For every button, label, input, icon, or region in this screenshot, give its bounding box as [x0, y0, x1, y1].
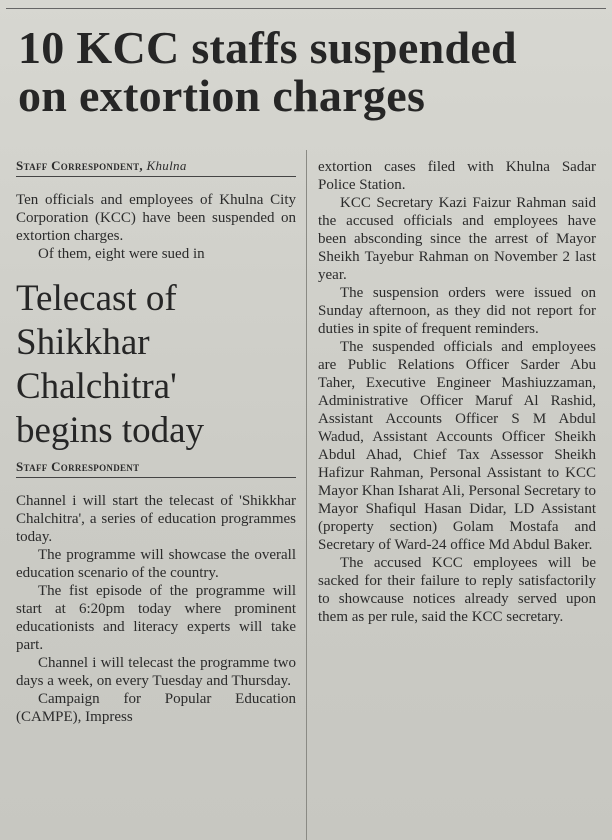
story1-byline-place: Khulna [146, 158, 187, 173]
story2-paragraph: Campaign for Popular Education (CAMPE), Impress [16, 691, 296, 725]
story2-byline: Staff Correspondent [16, 459, 296, 478]
story1-paragraph: The suspended officials and employees are Public Relations Officer Sarder Abu Taher, Executive Engineer Mashiuzzaman, Administrative Officer Maruf Al Rashid, Assistant Accounts Officer S M Abdul Wadud, Assistant Accounts Officer Sheikh Abdul Ahad, Chief Tax Assessor Sheikh Hafizur Rahman, Personal Assistant to KCC Mayor Khan Isharat Ali, Personal Secretary to Mayor Shafiqul Hasan Didar, LD Assistant (property section) Golam Mostafa and Secretary of Ward-24 office Md Abdul Baker. [318, 339, 596, 553]
story2-paragraph: The programme will showcase the overall education scenario of the country. [16, 547, 296, 581]
right-column [318, 158, 596, 626]
story2-headline-line: begins today [16, 410, 205, 451]
story2-headline-line: Chalchitra' [16, 366, 177, 407]
left-column [16, 158, 296, 726]
story1-byline-label: Staff Correspondent, [16, 158, 143, 173]
story1-paragraph: The suspension orders were issued on Sunday afternoon, as they did not report for duties in spite of frequent reminders. [318, 285, 596, 337]
story2-paragraph: The fist episode of the programme will start at 6:20pm today where prominent educationists and literacy experts will take part. [16, 583, 296, 653]
story1-paragraph: extortion cases filed with Khulna Sadar Police Station. [318, 159, 596, 193]
story1-paragraph: Of them, eight were sued in [38, 246, 205, 262]
story2-headline-line: Shikkhar [16, 322, 150, 363]
story1-byline [16, 158, 296, 177]
story1-paragraph: The accused KCC employees will be sacked for their failure to reply satisfactorily to showcause notices already served upon them as per rule, said the KCC secretary. [318, 555, 596, 625]
main-headline [18, 24, 608, 120]
story1-paragraph: Ten officials and employees of Khulna City Corporation (KCC) have been suspended on extortion charges. [16, 192, 296, 244]
main-headline-line-1: 10 KCC staffs suspended [18, 22, 517, 73]
story2-paragraph: Channel i will start the telecast of 'Shikkhar Chalchitra', a series of education programmes today. [16, 493, 296, 545]
story2-headline-line: Telecast of [16, 278, 177, 319]
column-divider [306, 150, 307, 840]
story1-paragraph: KCC Secretary Kazi Faizur Rahman said the accused officials and employees have been absconding since the arrest of Mayor Sheikh Tayebur Rahman on November 2 last year. [318, 195, 596, 283]
main-headline-line-2: on extortion charges [18, 70, 426, 121]
top-rule [6, 8, 606, 9]
story2-headline [16, 277, 296, 453]
story2-paragraph: Channel i will telecast the programme two days a week, on every Tuesday and Thursday. [16, 655, 296, 689]
